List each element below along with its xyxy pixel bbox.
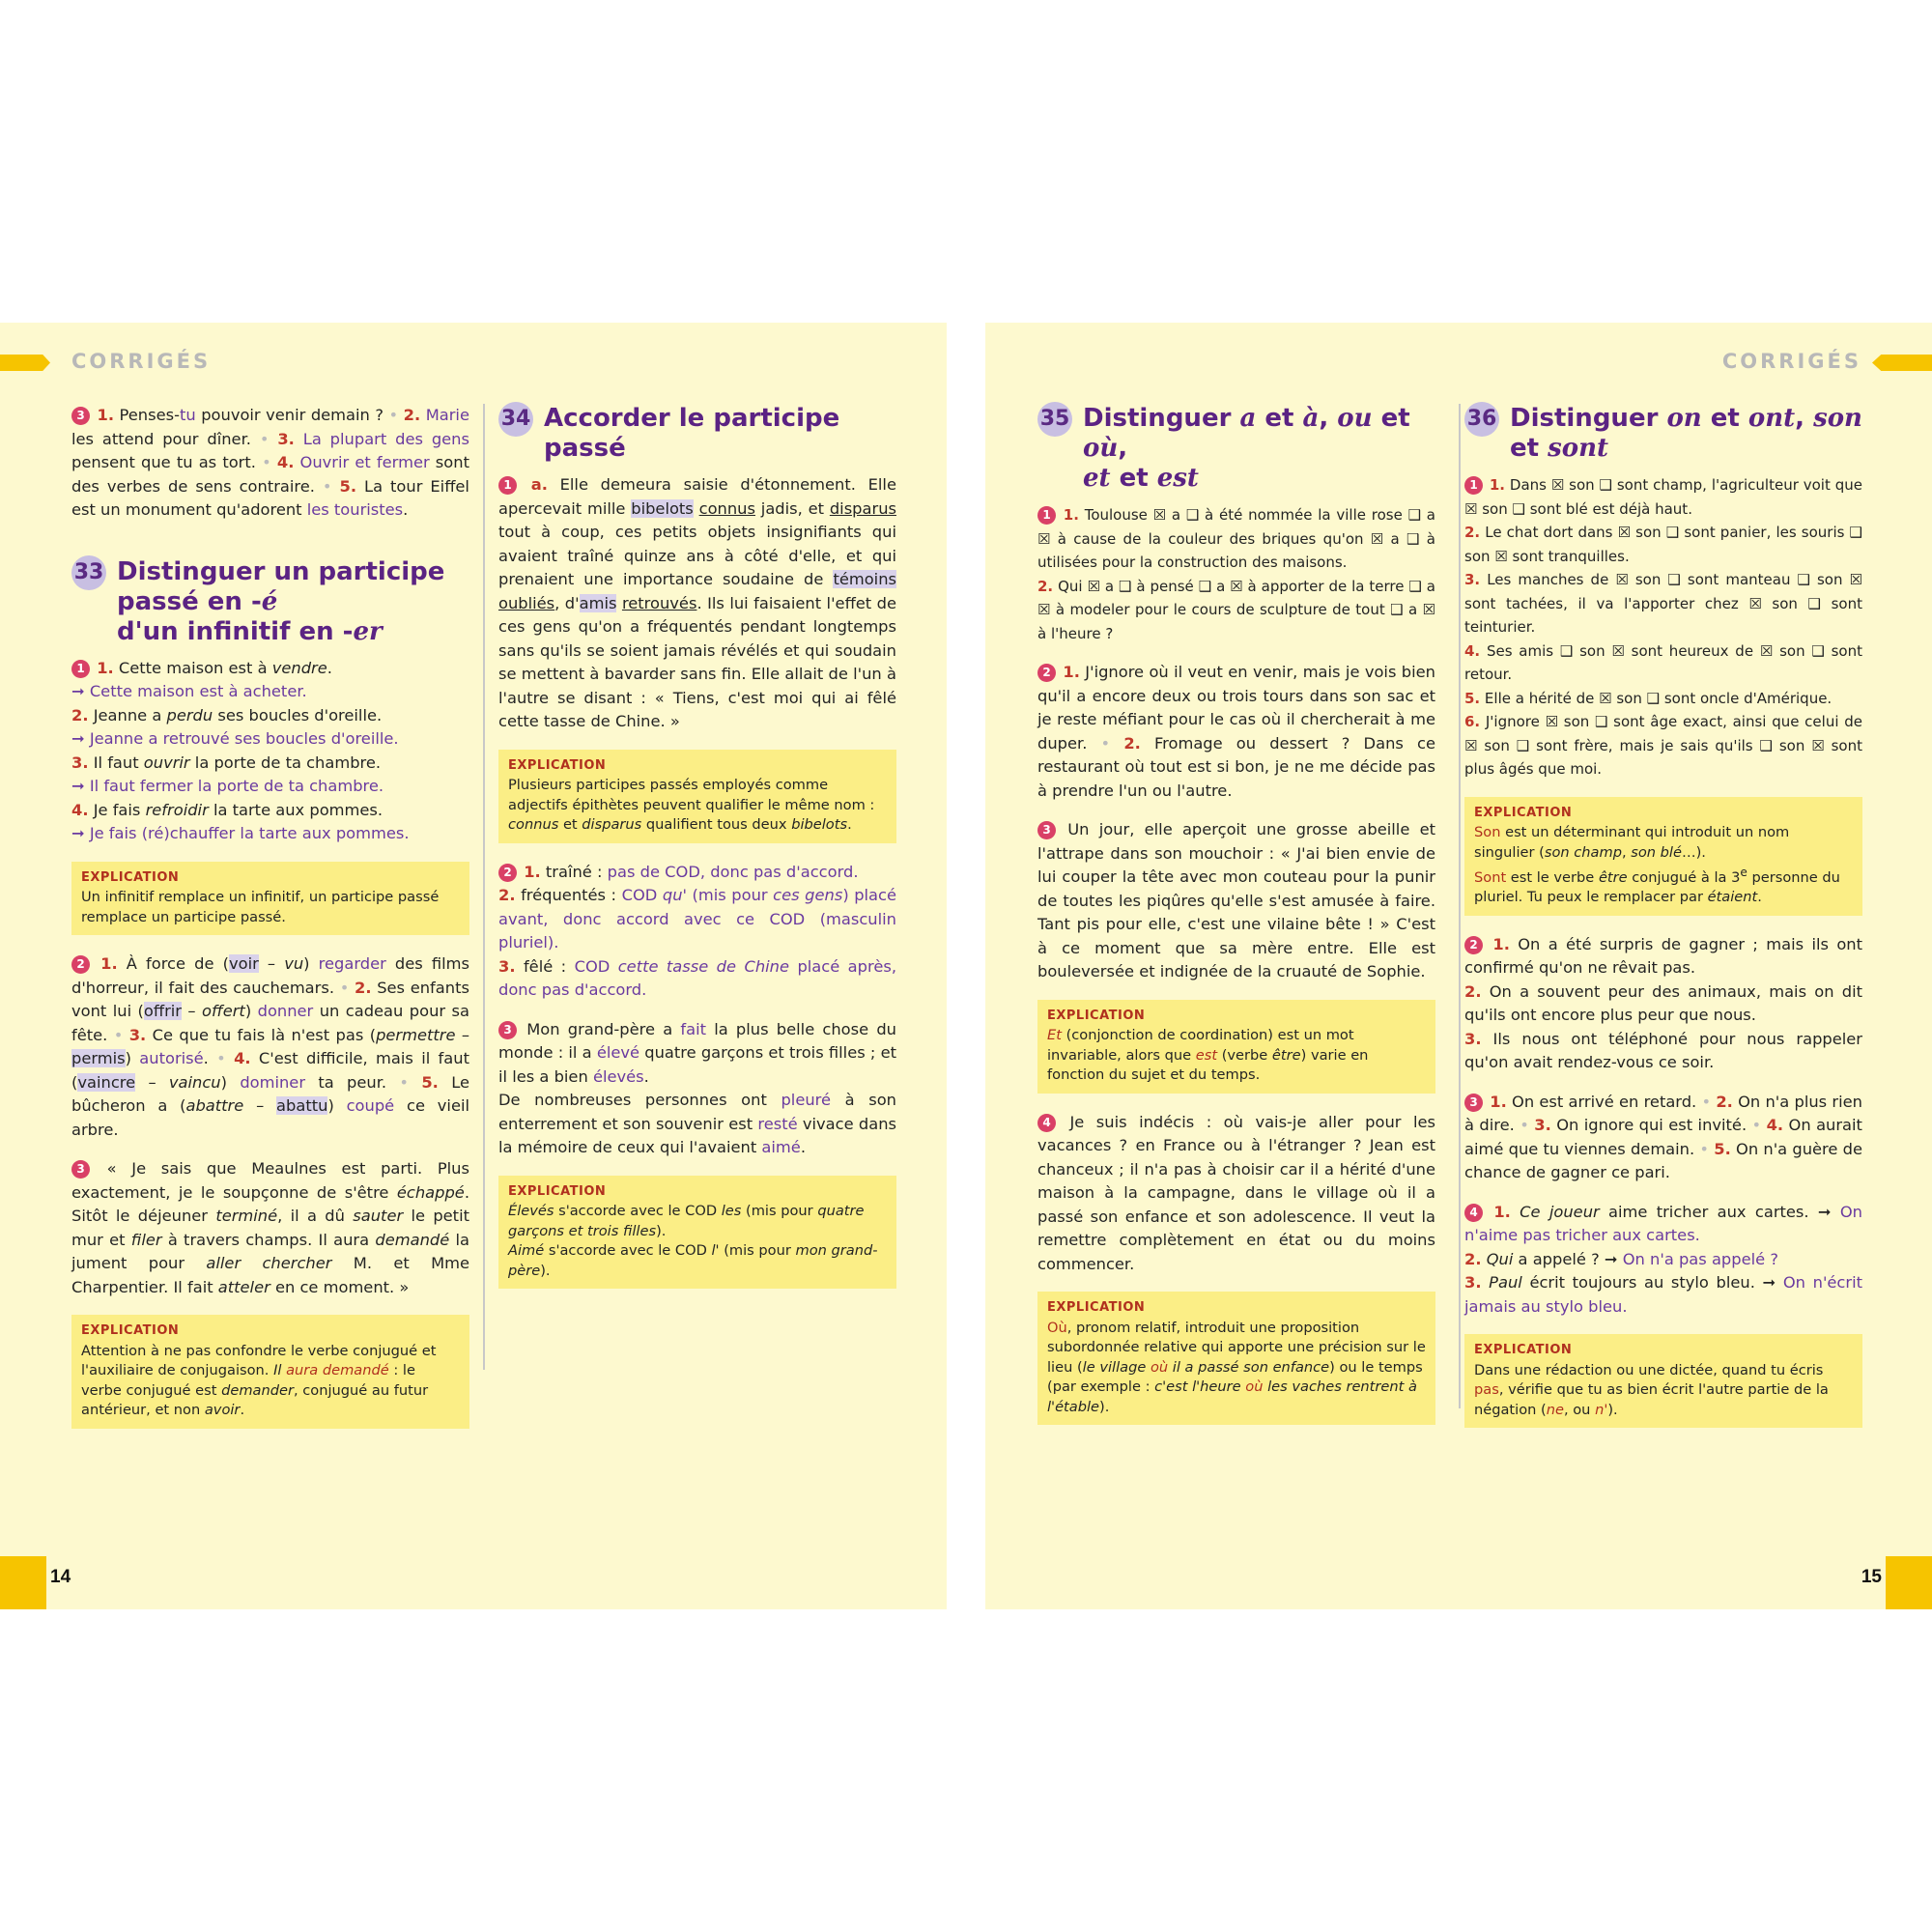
explication-box: EXPLICATION Et (conjonction de coordination) est un mot invariable, alors que est (verbe être) varie en fonction du sujet et du temps. xyxy=(1037,1000,1435,1094)
explication-box: EXPLICATION Attention à ne pas confondre le verbe conjugué et l'auxiliaire de conjugaison. Il aura demandé : le verbe conjugué est demander, conjugué au futur antérieur, et non avoir. xyxy=(71,1315,469,1429)
exercise-badge: 3 xyxy=(71,407,90,425)
column-divider xyxy=(483,404,485,1370)
exercise-35-2: 2 1. J'ignore où il veut en venir, mais je vois bien qu'il a encore deux ou trois tours dans son sac et je reste méfiant pour le cas où il chercherait à me duper. • 2. Fromage ou dessert ? Dans ce restaurant où tout est si bon, je ne me décide pas à prendre l'un ou l'autre. xyxy=(1037,663,1436,800)
exercise-33-1: 1 1. Cette maison est à vendre. ➞ Cette maison est à acheter. 2. Jeanne a perdu ses boucles d'oreille. ➞ Jeanne a retrouvé ses boucles d'oreille. 3. Il faut ouvrir la porte de ta chambre. ➞ Il faut fermer la porte de ta chambre. 4. Je fais refroidir la tarte aux pommes. ➞ Je fais (ré)chauffer la tarte aux pommes. xyxy=(71,658,410,842)
exercise-35-3: 3 Un jour, elle aperçoit une grosse abeille et l'attrape dans son mouchoir : « J'ai bien envie de lui couper la tête avec mon couteau pour la punir de toutes les piqûres qu'elle s'est amusée à faire. Tant pis pour elle, c'est une vilaine bête ! » C'est à ce moment que sa mère entre. Elle est bouleversée et indignée de la cruauté de Sophie. xyxy=(1037,820,1435,980)
section-33-heading xyxy=(71,557,469,647)
section-title: Distinguer on et ont, son et sont xyxy=(1510,404,1862,463)
exercise-32-3: 3 1. Penses-tu pouvoir venir demain ? • 2. Marie les attend pour dîner. • 3. La plupart des gens pensent que tu as tort. • 4. Ouvrir et fermer sont des verbes de sens contraire. • 5. La tour Eiffel est un monument qu'adorent les touristes. xyxy=(71,406,469,519)
section-number: 36 xyxy=(1464,402,1499,437)
header-label: CORRIGÉS xyxy=(71,350,212,373)
page-number: 14 xyxy=(50,1567,71,1587)
exercise-35-4: 4 Je suis indécis : où vais-je aller pour les vacances ? en France ou à l'étranger ? Jean est chanceux ; il n'a pas à choisir car il a hérité d'une maison à la campagne, dans le village où il a passé son enfance et son adolescence. Il veut la remettre complètement en état ou du moins commencer. xyxy=(1037,1112,1435,1273)
exercise-34-2: 2 1. traîné : pas de COD, donc pas d'accord. 2. fréquentés : COD qu' (mis pour ces gens) placé avant, donc accord avec ce COD (masculin pluriel). 3. fêlé : COD cette tasse de Chine placé après, donc pas d'accord. xyxy=(498,862,897,999)
exercise-36-1: 1 1. Dans ☒ son ❑ sont champ, l'agriculteur voit que ☒ son ❑ sont blé est déjà haut. 2. Le chat dort dans ☒ son ❑ sont panier, les souris ❑ son ☒ sont tranquilles. 3. Les manches de ☒ son ❑ sont manteau ❑ son ☒ sont tachées, il va l'apporter chez ☒ son ❑ sont teinturier. 4. Ses amis ❑ son ☒ sont heureux de ☒ son ❑ sont retour. 5. Elle a hérité de ☒ son ❑ sont oncle d'Amérique. 6. J'ignore ☒ son ❑ sont âge exact, ainsi que celui de ☒ son ❑ sont frère, mais je sais qu'ils ❑ son ☒ sont plus âgés que moi. xyxy=(1464,476,1862,778)
column-3 xyxy=(1037,404,1435,1442)
left-page xyxy=(0,323,947,1609)
section-number: 35 xyxy=(1037,402,1072,437)
section-number: 33 xyxy=(71,555,106,590)
section-number: 34 xyxy=(498,402,533,437)
section-title: Distinguer un participe passé en -é d'un infinitif en -er xyxy=(117,556,445,646)
explication-box: EXPLICATION Son est un déterminant qui introduit un nom singulier (son champ, son blé…). Sont est le verbe être conjugué à la 3e personne du pluriel. Tu peux le remplacer par étaient. xyxy=(1464,797,1862,916)
exercise-33-3: 3 « Je sais que Meaulnes est parti. Plus exactement, je le soupçonne de s'être échappé. Sitôt le déjeuner terminé, il a dû sauter le petit mur et filer à travers champs. Il aura demandé la jument pour aller chercher M. et Mme Charpentier. Il fait atteler en ce moment. » xyxy=(71,1159,469,1296)
exercise-35-1: 1 1. Toulouse ☒ a ❑ à été nommée la ville rose ❑ a ☒ à cause de la couleur des briques qu'on ☒ a ❑ à utilisées pour la construction des maisons. 2. Qui ☒ a ❑ à pensé ❑ a ☒ à apporter de la terre ❑ a ☒ à modeler pour le cours de sculpture de tout ❑ a ☒ à l'heure ? xyxy=(1037,506,1435,642)
exercise-34-1: 1 a. Elle demeura saisie d'étonnement. Elle apercevait mille bibelots connus jadis, et disparus tout à coup, ces petits objets insignifiants qui avaient traîné quinze ans à côté d'elle, et qui prenaient une importance soudaine de témoins oubliés, d'amis retrouvés. Ils lui faisaient l'effet de ces gens qu'on a fréquentés pendant longtemps sans qu'ils se soient jamais révélés et qui soudain se mettent à bavarder sans fin. Elle allait de l'un à l'autre se disant : « Tiens, c'est moi qui ai fêlé cette tasse de Chine. » xyxy=(498,475,896,730)
explication-box: EXPLICATION Dans une rédaction ou une dictée, quand tu écris pas, vérifie que tu as bien écrit l'autre partie de la négation (ne, ou n'). xyxy=(1464,1334,1862,1428)
header-stripe xyxy=(0,355,50,371)
page-number: 15 xyxy=(1861,1567,1882,1587)
section-title: Accorder le participe passé xyxy=(544,404,840,463)
explication-box: EXPLICATION Plusieurs participes passés employés comme adjectifs épithètes peuvent qualifier le même nom : connus et disparus qualifient tous deux bibelots. xyxy=(498,750,896,843)
column-2 xyxy=(498,404,896,1306)
page-number-tab xyxy=(0,1556,46,1609)
exercise-34-3: 3 Mon grand-père a fait la plus belle chose du monde : il a élevé quatre garçons et trois filles ; et il les a bien élevés. De nombreuses personnes ont pleuré à son enterrement et son souvenir est resté vivace dans la mémoire de ceux qui l'avaient aimé. xyxy=(498,1019,896,1156)
explication-box: EXPLICATION Un infinitif remplace un infinitif, un participe passé remplace un participe passé. xyxy=(71,862,469,936)
exercise-36-3: 3 1. On est arrivé en retard. • 2. On n'a plus rien à dire. • 3. On ignore qui est invité. • 4. On aurait aimé que tu viennes demain. • 5. On n'a guère de chance de gagner ce pari. xyxy=(1464,1092,1862,1182)
exercise-36-2: 2 1. On a été surpris de gagner ; mais ils ont confirmé qu'on ne rêvait pas. 2. On a souvent peur des animaux, mais on dit qu'ils ont encore plus peur que nous. 3. Ils nous ont téléphoné pour nous rappeler qu'on avait rendez-vous ce soir. xyxy=(1464,934,1862,1072)
section-34-heading xyxy=(498,404,896,464)
exercise-36-4: 4 1. Ce joueur aime tricher aux cartes. ➞ On n'aime pas tricher aux cartes. 2. Qui a appelé ? ➞ On n'a pas appelé ? 3. Paul écrit toujours au stylo bleu. ➞ On n'écrit jamais au stylo bleu. xyxy=(1464,1202,1862,1316)
section-title: Distinguer a et à, ou et où, et et est xyxy=(1083,404,1410,493)
header-stripe xyxy=(1872,355,1932,371)
section-36-heading xyxy=(1464,404,1862,464)
column-4 xyxy=(1464,404,1862,1445)
section-35-heading xyxy=(1037,404,1435,494)
right-page xyxy=(985,323,1932,1609)
exercise-33-2: 2 1. À force de (voir – vu) regarder des films d'horreur, il fait des cauchemars. • 2. Ses enfants vont lui (offrir – offert) donner un cadeau pour sa fête. • 3. Ce que tu fais là n'est pas (permettre – permis) autorisé. • 4. C'est difficile, mais il faut (vaincre – vaincu) dominer ta peur. • 5. Le bûcheron a (abattre – abattu) coupé ce vieil arbre. xyxy=(71,954,470,1139)
header-label: CORRIGÉS xyxy=(1721,350,1861,373)
explication-box: EXPLICATION Élevés s'accorde avec le COD les (mis pour quatre garçons et trois filles). Aimé s'accorde avec le COD l' (mis pour mon grand-père). xyxy=(498,1176,896,1290)
column-1 xyxy=(71,404,469,1446)
column-divider xyxy=(1459,404,1461,1408)
page-number-tab xyxy=(1886,1556,1932,1609)
explication-box: EXPLICATION Où, pronom relatif, introduit une proposition subordonnée relative qui apporte une précision sur le lieu (le village où il a passé son enfance) ou le temps (par exemple : c'est l'heure où les vaches rentrent à l'étable). xyxy=(1037,1292,1435,1425)
